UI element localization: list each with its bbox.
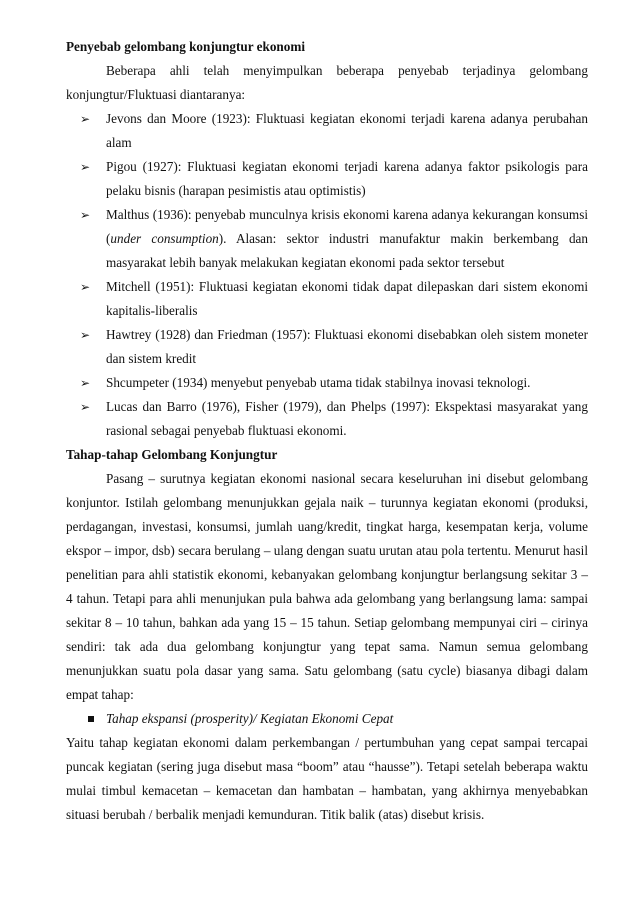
list-item-text: Pigou (1927): Fluktuasi kegiatan ekonomi terjadi karena adanya faktor psikologis para pelaku bisnis (harapan pesimistis atau optimistis)	[106, 159, 588, 198]
list-item-text: Mitchell (1951): Fluktuasi kegiatan ekonomi tidak dapat dilepaskan dari sistem ekonomi kapitalis-liberalis	[106, 279, 588, 318]
list-item-text: ). Alasan: sektor industri manufaktur makin berkembang dan masyarakat lebih banyak melakukan kegiatan ekonomi pada sektor tersebut	[106, 231, 588, 270]
list-item	[66, 323, 588, 371]
stage-title: Tahap ekspansi (prosperity)/ Kegiatan Ekonomi Cepat	[106, 711, 394, 726]
list-item-text: Lucas dan Barro (1976), Fisher (1979), dan Phelps (1997): Ekspektasi masyarakat yang rasional sebagai penyebab fluktuasi ekonomi.	[106, 399, 588, 438]
stage-description: Yaitu tahap kegiatan ekonomi dalam perkembangan / pertumbuhan yang cepat sampai tercapai puncak kegiatan (sering juga disebut masa “boom” atau “hausse”). Tetapi setelah beberapa waktu mulai timbul kemacetan – kemacetan dan hambatan – hambatan, yang akhirnya menyebabkan situasi berubah / berbalik menjadi kemunduran. Titik balik (atas) disebut krisis.	[66, 735, 588, 822]
arrow-bullet-icon: ➢	[80, 208, 91, 222]
list-item	[66, 203, 588, 275]
arrow-bullet-icon: ➢	[80, 280, 91, 294]
list-item-text: Jevons dan Moore (1923): Fluktuasi kegiatan ekonomi terjadi karena adanya perubahan alam	[106, 111, 588, 150]
intro-paragraph: Beberapa ahli telah menyimpulkan beberapa penyebab terjadinya gelombang konjungtur/Fluktuasi diantaranya:	[66, 63, 588, 102]
arrow-bullet-icon: ➢	[80, 160, 91, 174]
list-item-italic-term: under consumption	[110, 231, 219, 246]
list-item	[66, 275, 588, 323]
list-item	[66, 107, 588, 155]
stages-paragraph: Pasang – surutnya kegiatan ekonomi nasional secara keseluruhan ini disebut gelombang konjuntor. Istilah gelombang menunjukkan gejala naik – turunnya kegiatan ekonomi (produksi, perdagangan, investasi, konsumsi, jumlah uang/kredit, tingkat harga, kesempatan kerja, volume ekspor – impor, dsb) secara berulang – ulang dengan suatu urutan atau pola tertentu. Menurut hasil penelitian para ahli statistik ekonomi, kebanyakan gelombang konjungtur berlangsung sekitar 3 – 4 tahun. Tetapi para ahli menunjukan pula bahwa ada gelombang yang berlangsung lama: sampai sekitar 8 – 10 tahun, bahkan ada yang 15 – 15 tahun. Setiap gelombang mempunyai ciri – cirinya sendiri: tak ada dua gelombang konjungtur yang tepat sama. Namun semua gelombang menunjukkan suatu pola dasar yang sama. Satu gelombang (satu cycle) biasanya dibagi dalam empat tahap:	[66, 471, 588, 702]
stages-list	[66, 707, 588, 731]
list-item	[66, 371, 588, 395]
list-item	[66, 155, 588, 203]
arrow-bullet-icon: ➢	[80, 400, 91, 414]
list-item	[66, 707, 588, 731]
arrow-bullet-icon: ➢	[80, 376, 91, 390]
list-item-text: Hawtrey (1928) dan Friedman (1957): Fluktuasi ekonomi disebabkan oleh sistem moneter dan sistem kredit	[106, 327, 588, 366]
list-item-text: Malthus (1936): penyebab munculnya krisis ekonomi karena adanya kekurangan konsumsi (	[106, 207, 588, 246]
section-heading-causes: Penyebab gelombang konjungtur ekonomi	[66, 39, 306, 54]
list-item-text: Shcumpeter (1934) menyebut penyebab utama tidak stabilnya inovasi teknologi.	[106, 375, 531, 390]
arrow-bullet-icon: ➢	[80, 328, 91, 342]
square-bullet-icon	[88, 716, 94, 722]
causes-list	[66, 107, 588, 443]
document-page	[66, 35, 588, 827]
section-heading-stages: Tahap-tahap Gelombang Konjungtur	[66, 447, 278, 462]
list-item	[66, 395, 588, 443]
arrow-bullet-icon: ➢	[80, 112, 91, 126]
